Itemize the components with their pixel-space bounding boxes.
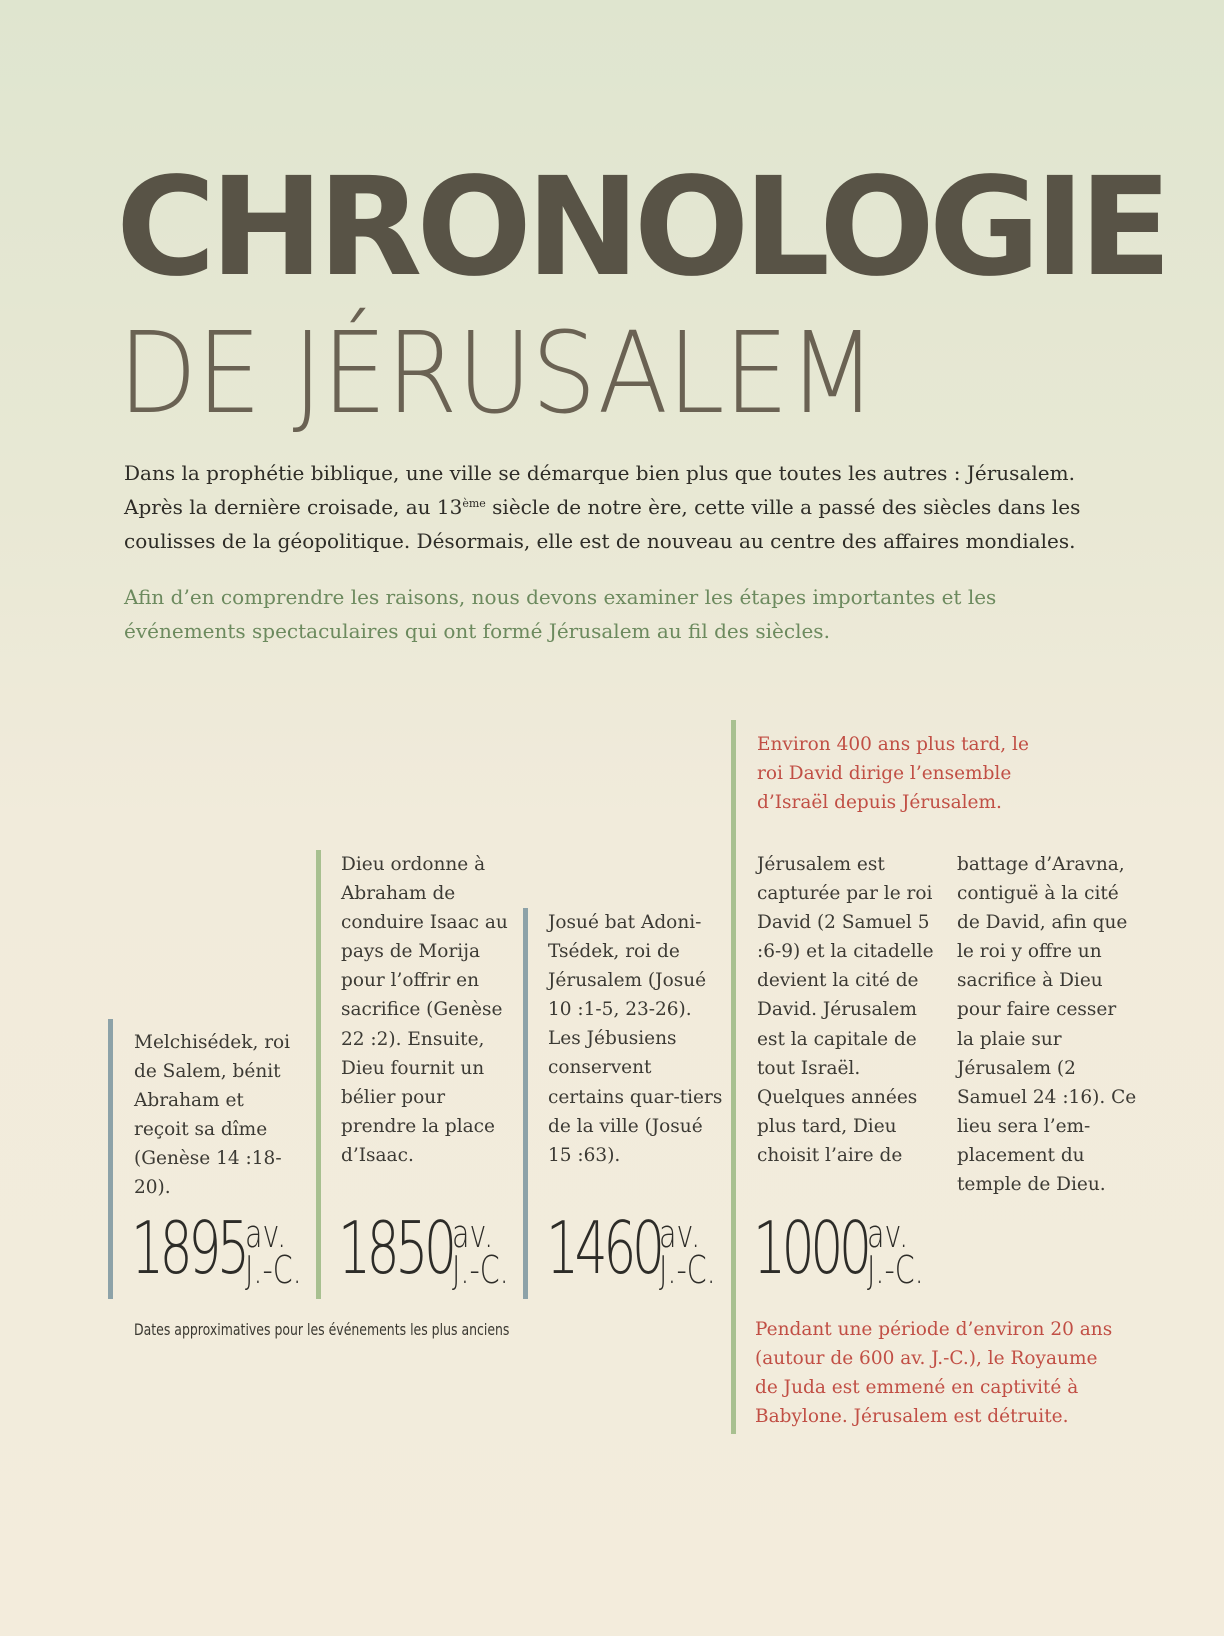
note-below-1000: Pendant une période d’environ 20 ans (autour de 600 av. J.-C.), le Royaume de Juda est emmené en captivité à Babylone. Jérusalem est détruite.: [755, 1319, 1113, 1428]
intro-secondary: Afin d’en comprendre les raisons, nous devons examiner les étapes importantes et les événements spectaculaires qui ont formé Jérusalem au fil des siècles.: [124, 585, 997, 643]
timeline-era-1460: [659, 1212, 716, 1292]
footnote: Dates approximatives pour les événements les plus anciens: [134, 1320, 510, 1339]
page-subtitle: DE JÉRUSALEM: [118, 309, 876, 439]
timeline-bar-1000: [731, 720, 736, 1434]
era-av: av.: [867, 1212, 909, 1256]
era-jc: J.-C.: [659, 1248, 716, 1292]
timeline-year-1895: 1895: [131, 1206, 246, 1290]
timeline-era-1895: [245, 1212, 302, 1292]
timeline-text-1850: Dieu ordonne à Abraham de conduire Isaac au pays de Morija pour l’offrir en sacrifice (Genèse 22 :2). Ensuite, Dieu fournit un bélier pour prendre la place d’Isaac.: [341, 854, 508, 1166]
timeline-text-1460: Josué bat Adoni-Tsédek, roi de Jérusalem (Josué 10 :1-5, 23-26). Les Jébusiens conservent certains quar-tiers de la ville (Josué 15 :63).: [548, 912, 723, 1166]
intro-line-2a: Après la dernière croisade, au 13: [124, 495, 463, 519]
timeline-bar-1895: [108, 1019, 113, 1299]
timeline-text-1895: Melchisédek, roi de Salem, bénit Abraham et reçoit sa dîme (Genèse 14 :18-20).: [134, 1032, 291, 1199]
timeline-text-1000-col2: battage d’Aravna, contiguë à la cité de David, afin que le roi y offre un sacrifice à Dieu pour faire cesser la plaie sur Jérusalem (2 Samuel 24 :16). Ce lieu sera l’em-placement du temple de Dieu.: [957, 854, 1137, 1196]
timeline-text-1000-col1: Jérusalem est capturée par le roi David (2 Samuel 5 :6-9) et la citadelle devient la cité de David. Jérusalem est la capitale de tout Israël. Quelques années plus tard, Dieu choisit l’aire de: [757, 854, 934, 1166]
intro-line-3: coulisses de la géopolitique. Désormais, elle est de nouveau au centre des affaires mondiales.: [124, 529, 1076, 553]
era-av: av.: [659, 1212, 701, 1256]
intro-line-1: Dans la prophétie biblique, une ville se démarque bien plus que toutes les autres : Jérusalem.: [124, 461, 1075, 485]
timeline-era-1850: [452, 1212, 509, 1292]
timeline-bar-1850: [316, 850, 321, 1299]
page-title: CHRONOLOGIE: [116, 149, 1166, 307]
note-above-1000: Environ 400 ans plus tard, le roi David dirige l’ensemble d’Israël depuis Jérusalem.: [757, 734, 1029, 814]
timeline-bar-1460: [523, 908, 528, 1299]
era-av: av.: [245, 1212, 287, 1256]
intro-line-2b: siècle de notre ère, cette ville a passé des siècles dans les: [485, 495, 1081, 519]
intro-superscript: ème: [462, 497, 486, 510]
timeline-year-1460: 1460: [546, 1206, 661, 1290]
intro-paragraph: [124, 456, 1124, 558]
timeline-era-1000: [867, 1212, 924, 1292]
era-jc: J.-C.: [245, 1248, 302, 1292]
era-av: av.: [452, 1212, 494, 1256]
timeline-year-1000: 1000: [753, 1206, 868, 1290]
era-jc: J.-C.: [867, 1248, 924, 1292]
era-jc: J.-C.: [452, 1248, 509, 1292]
timeline-year-1850: 1850: [338, 1206, 453, 1290]
